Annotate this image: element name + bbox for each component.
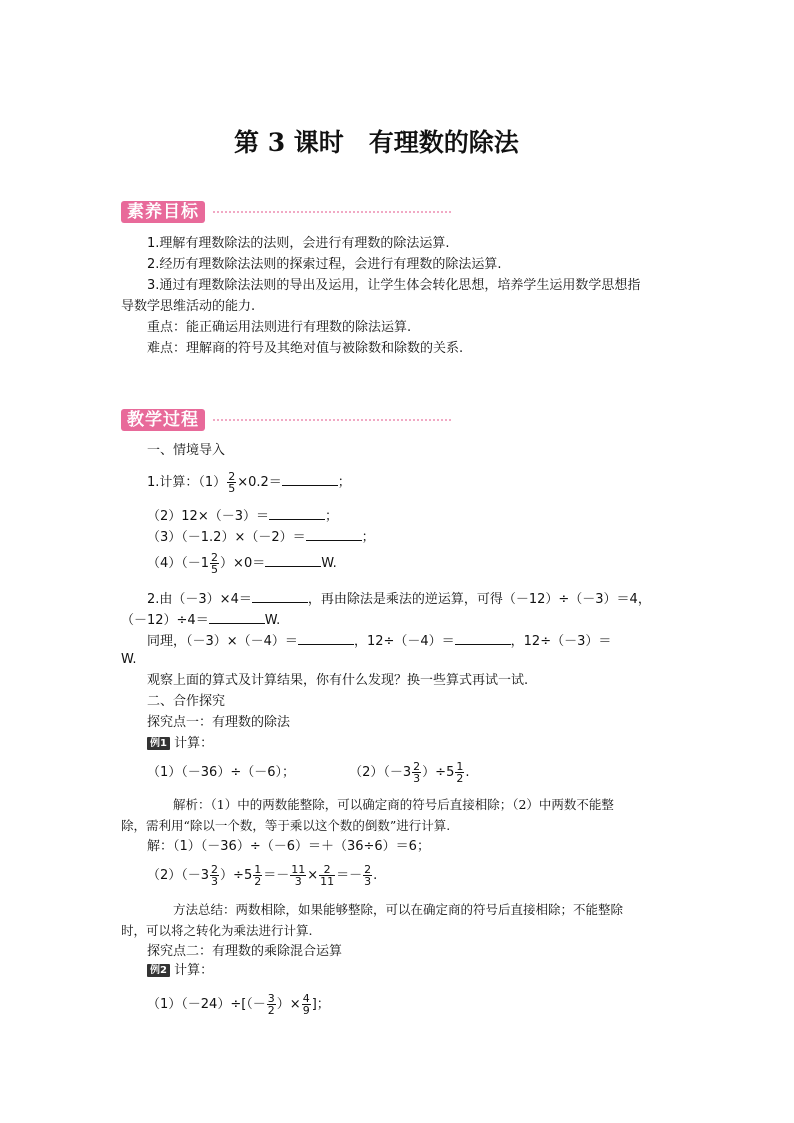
question-line: （4）（－1 $\frac{2}{5}$ ）×0＝ W. [147, 551, 337, 576]
question-line: （3）（－1.2）×（－2）＝ ； [147, 527, 375, 546]
fraction: $\frac{4}{9}$ [302, 992, 310, 1017]
fraction: $\frac{11}{3}$ [291, 863, 306, 888]
section-heading: 二、合作探究 [147, 694, 226, 709]
question-line-end: W. [121, 652, 137, 667]
key-point: 重点：能正确运用法则进行有理数的除法运算. [147, 320, 412, 335]
example-line: 例1 计算： [147, 736, 213, 752]
goal-line: 3.通过有理数除法法则的导出及运用，让学生体会转化思想，培养学生运用数学思想指 [147, 278, 641, 293]
fraction: $\frac{2}{5}$ [228, 470, 236, 495]
example-badge: 例2 [147, 964, 170, 977]
answer-blank[interactable] [252, 589, 308, 603]
question-line: 2.由（－3）×4＝ ，再由除法是乘法的逆运算，可得（－12）÷（－3）＝4， [147, 589, 651, 608]
answer-blank[interactable] [282, 472, 338, 486]
explore-point: 探究点一：有理数的除法 [147, 715, 291, 730]
section-heading: 一、情境导入 [147, 443, 226, 458]
problem-line: （1）（－36）÷（－6）； （2）（－3 $\frac{2}{3}$ ）÷5 $\frac{1}{2}$ . [147, 760, 470, 785]
section-label: 素养目标 [121, 201, 205, 223]
problem-line: （1）（－24）÷[（－ $\frac{3}{2}$ ）× $\frac{4}{9}$ ]； [147, 992, 330, 1017]
section-label: 教学过程 [121, 409, 205, 431]
fraction: $\frac{2}{3}$ [364, 863, 372, 888]
fraction: $\frac{2}{5}$ [211, 551, 219, 576]
analysis-text: 除，需利用“除以一个数，等于乘以这个数的倒数”进行计算. [121, 818, 451, 833]
observe-line: 观察上面的算式及计算结果，你有什么发现？换一些算式再试一试. [147, 673, 529, 688]
difficult-point: 难点：理解商的符号及其绝对值与被除数和除数的关系. [147, 341, 464, 356]
answer-blank[interactable] [269, 506, 325, 520]
banner-divider [213, 211, 451, 213]
question-line: 1.计算：（1） $\frac{2}{5}$ ×0.2＝ ； [147, 470, 351, 495]
answer-blank[interactable] [209, 610, 265, 624]
answer-blank[interactable] [455, 631, 511, 645]
question-line: 同理，（－3）×（－4）＝ ，12÷（－4）＝ ，12÷（－3）＝ [147, 631, 611, 650]
section-banner-goals [121, 201, 451, 223]
fraction: $\frac{3}{2}$ [267, 992, 275, 1017]
solution-line: （2）（－3 $\frac{2}{3}$ ）÷5 $\frac{1}{2}$ ＝－ $\frac{11}{3}$ × $\frac{2}{11}$ ＝－ $\frac{2}{3}$ . [147, 863, 378, 888]
page-title: 第 3 课时 有理数的除法 [234, 128, 519, 157]
question-line: （－12）÷4＝ W. [121, 610, 280, 629]
fraction: $\frac{1}{2}$ [254, 863, 262, 888]
method-summary: 方法总结：两数相除，如果能够整除，可以在确定商的符号后直接相除；不能整除 [173, 902, 624, 917]
fraction: $\frac{2}{3}$ [413, 760, 421, 785]
example-badge: 例1 [147, 737, 170, 750]
fraction: $\frac{1}{2}$ [456, 760, 464, 785]
goal-line: 导数学思维活动的能力. [121, 299, 256, 314]
method-summary: 时，可以将之转化为乘法进行计算. [121, 923, 313, 938]
section-banner-process [121, 409, 451, 431]
answer-blank[interactable] [306, 527, 362, 541]
goal-line: 2.经历有理数除法法则的探索过程，会进行有理数的除法运算. [147, 257, 502, 272]
banner-divider [213, 419, 451, 421]
explore-point: 探究点二：有理数的乘除混合运算 [147, 944, 343, 959]
fraction: $\frac{2}{11}$ [320, 863, 335, 888]
question-line: （2）12×（－3）＝ ； [147, 506, 338, 525]
solution-line: 解：（1）（－36）÷（－6）＝＋（36÷6）＝6； [147, 839, 430, 854]
analysis-text: 解析：（1）中的两数能整除，可以确定商的符号后直接相除；（2）中两数不能整 [173, 797, 614, 812]
answer-blank[interactable] [298, 631, 354, 645]
goal-line: 1.理解有理数除法的法则，会进行有理数的除法运算. [147, 236, 450, 251]
example-line: 例2 计算： [147, 963, 213, 979]
fraction: $\frac{2}{3}$ [211, 863, 219, 888]
answer-blank[interactable] [265, 553, 321, 567]
